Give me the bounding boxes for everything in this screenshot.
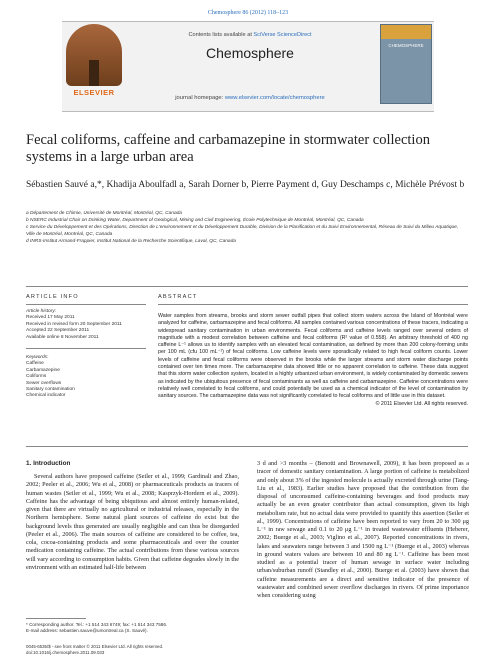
intro-column-1 [26, 473, 239, 572]
publisher-name: ELSEVIER [73, 88, 115, 97]
journal-cover-thumbnail [380, 24, 432, 104]
abstract-text [158, 313, 468, 408]
abstract-heading: ABSTRACT [158, 294, 198, 300]
elsevier-logo [66, 24, 122, 102]
history-item: Received 17 May 2011 [26, 315, 75, 321]
keyword-item: Sanitary contamination [26, 387, 75, 393]
keywords [26, 355, 146, 400]
keyword-item: Carbamazepine [26, 367, 60, 373]
affiliation-item: a Département de Chimie, Université de Montréal, Montréal, QC, Canada [26, 211, 182, 216]
corresponding-author: * Corresponding author. Tel.: +1 514 343 6749; fax: +1 514 343 7586. [26, 622, 168, 627]
keyword-item: Coliforms [26, 374, 47, 380]
journal-reference[interactable]: Chemosphere 86 (2012) 118–123 [207, 10, 289, 16]
affiliations [26, 210, 466, 245]
cover-title: CHEMOSPHERE [388, 43, 424, 48]
history-item: Accepted 22 September 2011 [26, 328, 90, 334]
intro-paragraph: Several authors have proposed caffeine (Seiler et al., 1999; Gardinali and Zhao, 2002; Peeler et al., 2006; Wu et al., 2008) or pharmaceuticals products as tracers of human wastes (Seiler et al., 1999; Wu et al., 2008; Kasprzyk-Hordern et al., 2009). Caffeine has the advantage of being ubiquitous and almost entirely human-related, given that there are virtually no agricultural or industrial releases, especially in the Northern hemisphere. Some natural plant sources of caffeine do exist but the background levels thus generated are usually negligible and can thus be disregarded (Peeler et al., 2006). The main sources of caffeine are considered to be coffee, tea, cola, cocoa-containing products and some pharmaceuticals and over the counter medication containing caffeine. The actual contributions from these various sources will vary according to consumption habits. Given that caffeine degrades slowly in the environment with an estimated half-life between [26, 473, 239, 571]
homepage-prefix: journal homepage: [175, 95, 225, 101]
divider [26, 446, 468, 447]
issn: 0045-6535/$ - see front matter © 2011 Elsevier Ltd. All rights reserved. [26, 644, 164, 649]
history-item: Available online 8 November 2011 [26, 334, 99, 340]
keywords-label: Keywords: [26, 355, 49, 361]
abstract [158, 294, 468, 408]
keyword-item: Caffeine [26, 361, 44, 367]
intro-column-2 [257, 460, 469, 600]
doi-link[interactable]: doi:10.1016/j.chemosphere.2011.09.033 [26, 650, 105, 655]
abstract-body: Water samples from streams, brooks and storm sewer outfall pipes that collect storm waters across the Island of Montréal were analyzed for caffeine, carbamazepine and fecal coliforms. All samples contained various concentrations of these tracers, indicating a widespread sanitary contamination in urban environments. Fecal coliforms and caffeine levels ranged over several orders of magnitude with a modest correlation between caffeine and fecal coliforms (R² value of 0.558). An arbitrary threshold of 400 ng caffeine L⁻¹ allows us to identify samples with an elevated fecal contamination, as defined by more than 200 colony-forming units per 100 mL (cfu 100 mL⁻¹) of fecal coliforms. Low caffeine levels were sporadically related to high fecal coliform counts. Lower levels of caffeine and fecal coliforms were observed in the brooks while the larger streams and storm water discharge points contained over ten times more. The carbamazepine data showed little or no apparent correlation to caffeine. These data suggest that this storm water collection system, located in a highly urbanized urban environment, is widely contaminated by domestic sewers as indicated by the ubiquitous presence of fecal contaminants as well as caffeine and carbamazepine. Caffeine concentrations were relatively well correlated to fecal coliforms, and could potentially be used as a chemical indicator of the level of contamination by sanitary sources. The carbamazepine data was not significantly correlated to fecal coliforms and of little use in this dataset. [158, 313, 468, 400]
section-heading: 1. Introduction [26, 460, 71, 467]
issn-doi [26, 644, 239, 656]
homepage-link[interactable]: www.elsevier.com/locate/chemosphere [224, 95, 325, 101]
affiliation-item: b NSERC Industrial Chair on Drinking Water, Department of Geological, Mining and Civil Engineering, École Polytechnique de Montréal, Montréal, QC, Canada [26, 218, 364, 223]
elsevier-tree-icon [66, 24, 122, 86]
paper-title: Fecal coliforms, caffeine and carbamazepine in stormwater collection systems in a large urban area [26, 132, 430, 165]
contents-line [130, 32, 370, 38]
journal-homepage [130, 95, 370, 101]
keyword-item: Sewer overflows [26, 380, 62, 386]
history-label: Article history: [26, 309, 57, 314]
journal-title: Chemosphere [206, 45, 294, 61]
affiliation-item: c Service du Développement et des Opérations, Direction de L'environnement et du Développement Durable, Division de la Planification et du Suivi Environnemental, Réseau de Suivi du Milieu Aquatique, Ville de Montréal, Montréal, QC, Canada [26, 225, 459, 237]
article-info-heading: ARTICLE INFO [26, 294, 79, 300]
email-address[interactable]: E-mail address: sebastien.sauve@umontreal.ca (S. Sauvé). [26, 628, 148, 634]
divider [158, 304, 468, 305]
intro-paragraph: 3 d and >3 months – (Benotti and Brownawell, 2009), it has been proposed as a tracer of domestic sanitary contamination. A large portion of caffeine is metabolized and only about 3% of the ingested molecule is actually excreted through urine (Tang-Liu et al., 1983). Earlier studies have proposed that the contribution from the disposal of unconsumed caffeine-containing beverages and food products may actually be an even greater contributor than actual consumption, given its high metabolism rate, but no actual data were provided to quantify this assertion (Seiler et al., 1999). Concentrations of caffeine have been reported to vary from 20 to 300 μg L⁻¹ in raw sewage and 0.1 to 20 μg L⁻¹ in treated wastewater effluents (Heberer, 2002; Buerge et al., 2003; Viglino et al., 2007). Reported concentrations in rivers, lakes and seawaters range between 3 and 1500 ng L⁻¹ (Buerge et al., 2003) whereas in ground waters values are between 10 and 80 ng L⁻¹. Caffeine has been most studied as a potential tracer of human sewage in surface water including urban/suburban runoff (Standley et al., 2000). Buerge et al. (2003) have shown that caffeine measurements are a direct and sensitive indicator of the presence of wastewater and combined sewer overflow discharges in rivers. Of prime importance when considering using [257, 460, 469, 599]
article-history [26, 309, 146, 341]
divider [26, 348, 146, 349]
keyword-item: Chemical indicator [26, 393, 66, 399]
footnote [26, 622, 239, 634]
footnote-rule [26, 618, 86, 619]
copyright: © 2011 Elsevier Ltd. All rights reserved. [375, 400, 468, 407]
author-list: Sébastien Sauvé a,*, Khadija Aboulfadl a, Sarah Dorner b, Pierre Payment d, Guy Deschamps c, Michèle Prévost b [26, 180, 465, 190]
divider [26, 286, 468, 287]
sciencedirect-link[interactable]: SciVerse ScienceDirect [253, 32, 312, 38]
history-item: Received in revised form 20 September 2011 [26, 321, 122, 327]
article-info [26, 294, 146, 400]
contents-prefix: Contents lists available at [188, 32, 254, 38]
divider [26, 304, 146, 305]
affiliation-item: d INRS-Institut Armand-Frappier, Institut National de la Recherche Scientifique, Laval, QC, Canada [26, 239, 236, 244]
